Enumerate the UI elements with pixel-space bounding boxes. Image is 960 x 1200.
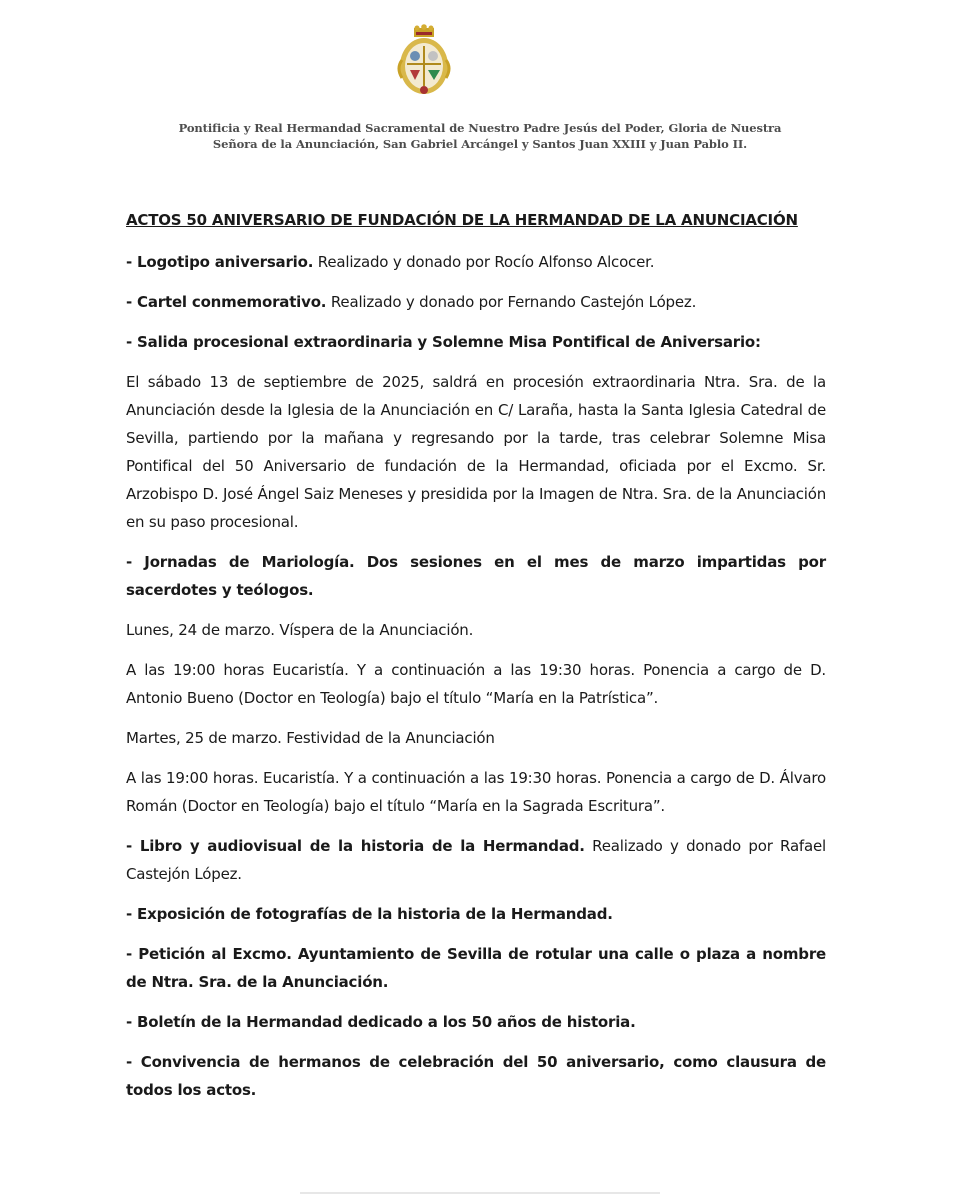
item-salida-heading: - Salida procesional extraordinaria y Solemne Misa Pontifical de Aniversario: (126, 333, 761, 351)
header-line-1: Pontificia y Real Hermandad Sacramental de Nuestro Padre Jesús del Poder, Gloria de Nuestra (178, 121, 782, 135)
item-libro-label: - Libro y audiovisual de la historia de la Hermandad. (126, 837, 585, 855)
item-cartel (126, 288, 826, 316)
brotherhood-header (120, 120, 840, 152)
item-boletin: - Boletín de la Hermandad dedicado a los 50 años de historia. (126, 1013, 636, 1031)
item-peticion: - Petición al Excmo. Ayuntamiento de Sevilla de rotular una calle o plaza a nombre de Ntra. Sra. de la Anunciación. (126, 945, 826, 991)
page-bottom-edge (300, 1192, 660, 1194)
jornada-martes-date: Martes, 25 de marzo. Festividad de la Anunciación (126, 729, 495, 747)
item-convivencia: - Convivencia de hermanos de celebración del 50 aniversario, como clausura de todos los actos. (126, 1053, 826, 1099)
document-body (126, 206, 826, 1116)
jornada-lunes-date: Lunes, 24 de marzo. Víspera de la Anunciación. (126, 621, 474, 639)
item-logotipo (126, 248, 826, 276)
document-title: ACTOS 50 ANIVERSARIO DE FUNDACIÓN DE LA HERMANDAD DE LA ANUNCIACIÓN (126, 211, 798, 229)
item-libro (126, 832, 826, 888)
jornada-martes-detail: A las 19:00 horas. Eucaristía. Y a continuación a las 19:30 horas. Ponencia a cargo de D. Álvaro Román (Doctor en Teología) bajo el título “María en la Sagrada Escritura”. (126, 769, 826, 815)
item-logotipo-label: - Logotipo aniversario. (126, 253, 314, 271)
brotherhood-crest-logo (394, 24, 454, 100)
crest-quarter-blue (410, 51, 420, 61)
item-libro-text: Realizado y donado por Rafael Castejón López. (126, 837, 826, 883)
item-cartel-label: - Cartel conmemorativo. (126, 293, 327, 311)
item-cartel-text: Realizado y donado por Fernando Castejón López. (326, 293, 697, 311)
jornada-lunes-detail: A las 19:00 horas Eucaristía. Y a continuación a las 19:30 horas. Ponencia a cargo de D. Antonio Bueno (Doctor en Teología) bajo el título “María en la Patrística”. (126, 661, 826, 707)
item-exposicion: - Exposición de fotografías de la historia de la Hermandad. (126, 905, 613, 923)
header-line-2: Señora de la Anunciación, San Gabriel Arcángel y Santos Juan XXIII y Juan Pablo II. (212, 137, 748, 151)
crest-quarter-silver (428, 51, 438, 61)
item-jornadas-heading: - Jornadas de Mariología. Dos sesiones en el mes de marzo impartidas por sacerdotes y teólogos. (126, 553, 826, 599)
item-salida-body: El sábado 13 de septiembre de 2025, saldrá en procesión extraordinaria Ntra. Sra. de la Anunciación desde la Iglesia de la Anunciación en C/ Laraña, hasta la Santa Iglesia Catedral de Sevilla, partiendo por la mañana y regresando por la tarde, tras celebrar Solemne Misa Pontifical del 50 Aniversario de fundación de la Hermandad, oficiada por el Excmo. Sr. Arzobispo D. José Ángel Saiz Meneses y presidida por la Imagen de Ntra. Sra. de la Anunciación en su paso procesional. (126, 373, 826, 531)
item-logotipo-text: Realizado y donado por Rocío Alfonso Alcocer. (313, 253, 655, 271)
